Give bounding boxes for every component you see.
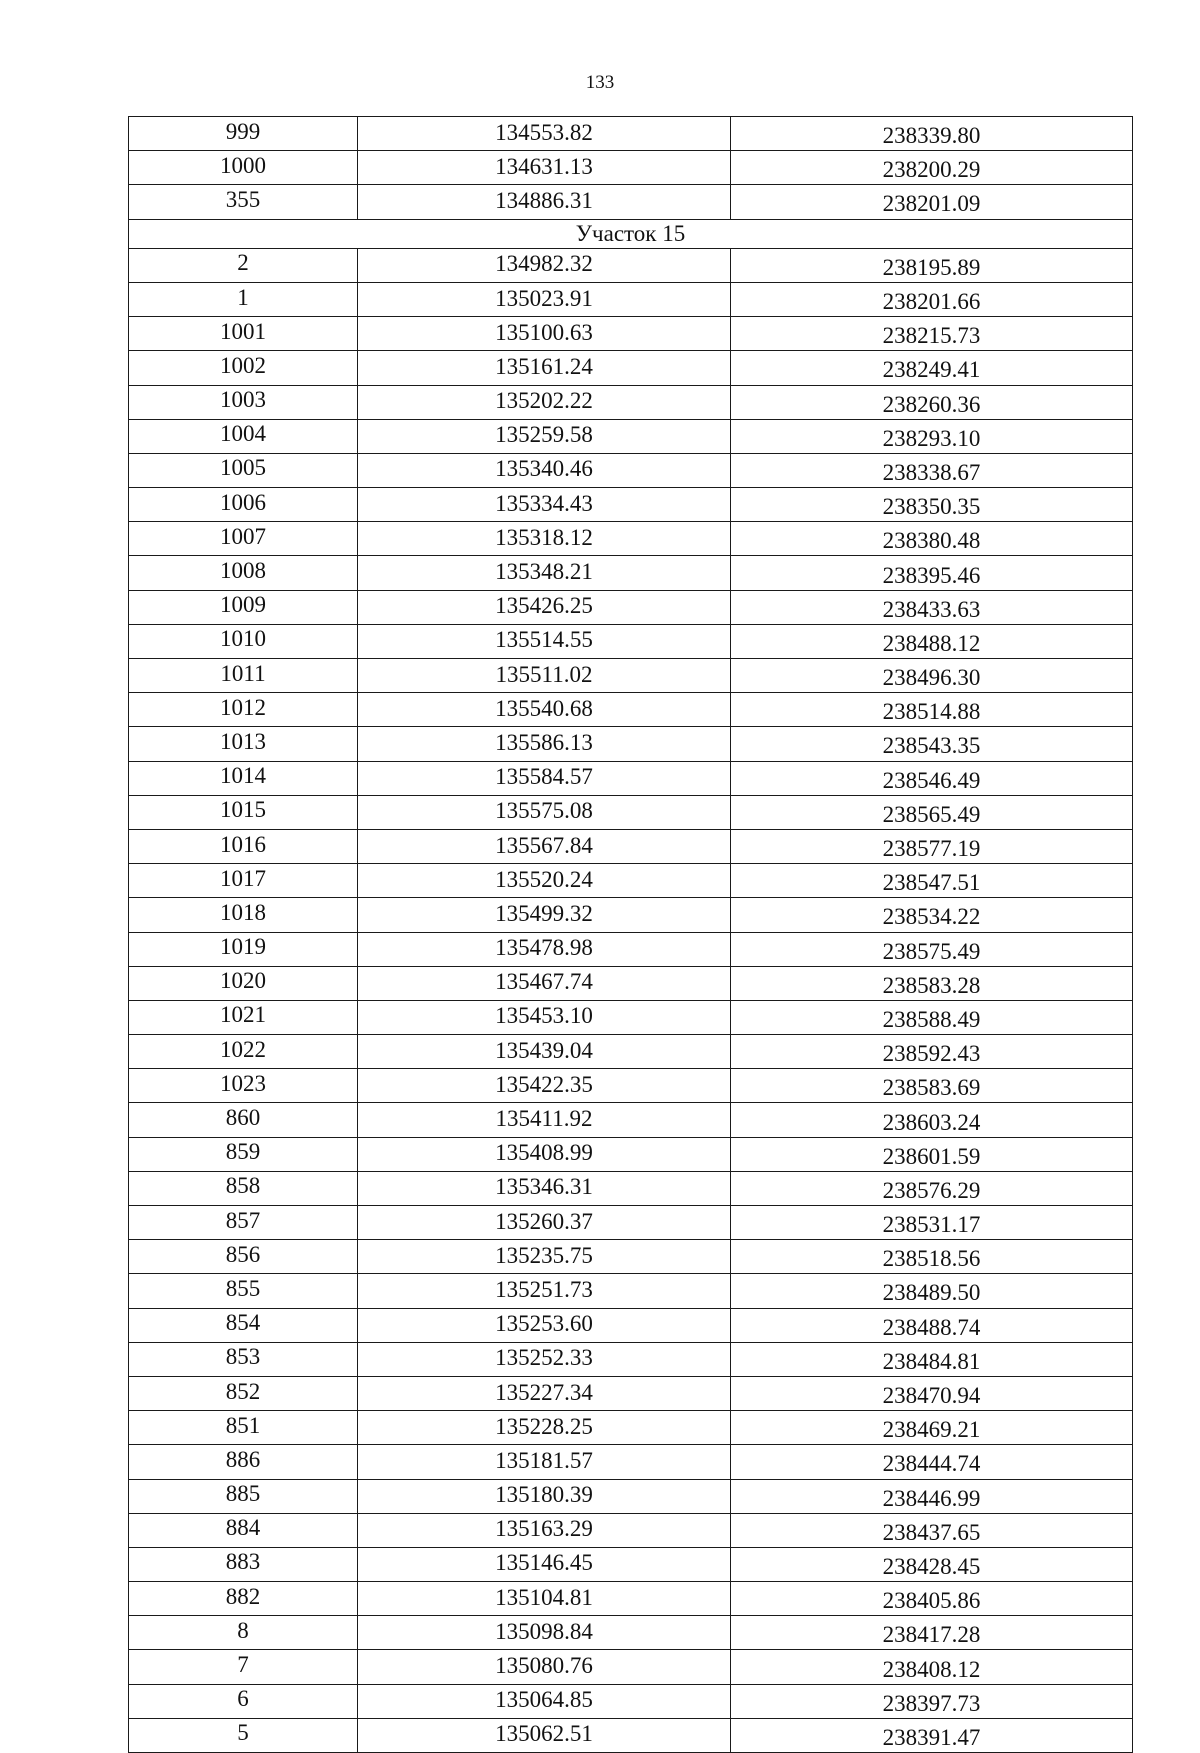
point-number-cell: 1023 [129,1069,358,1103]
y-coordinate-cell: 238496.30 [731,659,1133,693]
table-row [129,419,1133,453]
x-coordinate-cell: 135023.91 [358,282,731,316]
table-row [129,1616,1133,1650]
point-number-cell: 853 [129,1342,358,1376]
point-number-cell: 8 [129,1616,358,1650]
x-coordinate-cell: 135253.60 [358,1308,731,1342]
table-row [129,693,1133,727]
table-row [129,1411,1133,1445]
table-row [129,966,1133,1000]
point-number-cell: 886 [129,1445,358,1479]
x-coordinate-cell: 134982.32 [358,248,731,282]
point-number-cell: 1018 [129,898,358,932]
y-coordinate-cell: 238428.45 [731,1547,1133,1581]
point-number-cell: 882 [129,1582,358,1616]
point-number-cell: 1020 [129,966,358,1000]
coordinates-table-body [129,117,1133,1753]
x-coordinate-cell: 135318.12 [358,522,731,556]
table-row [129,1103,1133,1137]
y-coordinate-cell: 238592.43 [731,1035,1133,1069]
x-coordinate-cell: 135104.81 [358,1582,731,1616]
table-row [129,556,1133,590]
table-row [129,1582,1133,1616]
point-number-cell: 1015 [129,795,358,829]
point-number-cell: 1019 [129,932,358,966]
x-coordinate-cell: 135422.35 [358,1069,731,1103]
x-coordinate-cell: 135340.46 [358,453,731,487]
table-row [129,1171,1133,1205]
x-coordinate-cell: 135181.57 [358,1445,731,1479]
y-coordinate-cell: 238200.29 [731,151,1133,185]
x-coordinate-cell: 135334.43 [358,488,731,522]
y-coordinate-cell: 238339.80 [731,117,1133,151]
y-coordinate-cell: 238565.49 [731,795,1133,829]
x-coordinate-cell: 135439.04 [358,1035,731,1069]
table-row [129,385,1133,419]
x-coordinate-cell: 135520.24 [358,864,731,898]
section-header-row [129,219,1133,248]
table-row [129,898,1133,932]
x-coordinate-cell: 135064.85 [358,1684,731,1718]
y-coordinate-cell: 238437.65 [731,1513,1133,1547]
y-coordinate-cell: 238603.24 [731,1103,1133,1137]
table-row [129,1035,1133,1069]
point-number-cell: 1001 [129,317,358,351]
table-row [129,1479,1133,1513]
table-row [129,282,1133,316]
point-number-cell: 1011 [129,659,358,693]
table-row [129,117,1133,151]
y-coordinate-cell: 238201.66 [731,282,1133,316]
table-row [129,932,1133,966]
table-row [129,1000,1133,1034]
y-coordinate-cell: 238489.50 [731,1274,1133,1308]
point-number-cell: 1003 [129,385,358,419]
y-coordinate-cell: 238488.74 [731,1308,1133,1342]
table-row [129,1308,1133,1342]
point-number-cell: 857 [129,1206,358,1240]
x-coordinate-cell: 135146.45 [358,1547,731,1581]
x-coordinate-cell: 135586.13 [358,727,731,761]
y-coordinate-cell: 238575.49 [731,932,1133,966]
y-coordinate-cell: 238470.94 [731,1376,1133,1410]
x-coordinate-cell: 135163.29 [358,1513,731,1547]
y-coordinate-cell: 238484.81 [731,1342,1133,1376]
point-number-cell: 858 [129,1171,358,1205]
y-coordinate-cell: 238397.73 [731,1684,1133,1718]
x-coordinate-cell: 135453.10 [358,1000,731,1034]
x-coordinate-cell: 134553.82 [358,117,731,151]
table-row [129,727,1133,761]
x-coordinate-cell: 134631.13 [358,151,731,185]
x-coordinate-cell: 135098.84 [358,1616,731,1650]
table-row [129,864,1133,898]
x-coordinate-cell: 135202.22 [358,385,731,419]
point-number-cell: 1016 [129,829,358,863]
point-number-cell: 2 [129,248,358,282]
x-coordinate-cell: 135499.32 [358,898,731,932]
x-coordinate-cell: 135346.31 [358,1171,731,1205]
point-number-cell: 856 [129,1240,358,1274]
y-coordinate-cell: 238514.88 [731,693,1133,727]
y-coordinate-cell: 238543.35 [731,727,1133,761]
y-coordinate-cell: 238391.47 [731,1718,1133,1752]
x-coordinate-cell: 135411.92 [358,1103,731,1137]
x-coordinate-cell: 135259.58 [358,419,731,453]
point-number-cell: 999 [129,117,358,151]
point-number-cell: 851 [129,1411,358,1445]
point-number-cell: 1007 [129,522,358,556]
y-coordinate-cell: 238380.48 [731,522,1133,556]
table-row [129,185,1133,219]
x-coordinate-cell: 135478.98 [358,932,731,966]
y-coordinate-cell: 238546.49 [731,761,1133,795]
point-number-cell: 1010 [129,624,358,658]
point-number-cell: 855 [129,1274,358,1308]
page-number: 133 [585,72,615,93]
table-row [129,795,1133,829]
y-coordinate-cell: 238469.21 [731,1411,1133,1445]
section-title: Участок 15 [129,219,1133,248]
point-number-cell: 854 [129,1308,358,1342]
point-number-cell: 883 [129,1547,358,1581]
point-number-cell: 1012 [129,693,358,727]
y-coordinate-cell: 238583.28 [731,966,1133,1000]
table-row [129,1069,1133,1103]
y-coordinate-cell: 238488.12 [731,624,1133,658]
y-coordinate-cell: 238350.35 [731,488,1133,522]
point-number-cell: 1014 [129,761,358,795]
x-coordinate-cell: 135100.63 [358,317,731,351]
table-row [129,1513,1133,1547]
table-row [129,317,1133,351]
point-number-cell: 885 [129,1479,358,1513]
table-row [129,1376,1133,1410]
x-coordinate-cell: 135584.57 [358,761,731,795]
point-number-cell: 884 [129,1513,358,1547]
table-row [129,522,1133,556]
y-coordinate-cell: 238395.46 [731,556,1133,590]
y-coordinate-cell: 238201.09 [731,185,1133,219]
table-row [129,1684,1133,1718]
table-row [129,1274,1133,1308]
table-row [129,1718,1133,1752]
point-number-cell: 1 [129,282,358,316]
x-coordinate-cell: 135252.33 [358,1342,731,1376]
table-row [129,1650,1133,1684]
table-row [129,248,1133,282]
x-coordinate-cell: 134886.31 [358,185,731,219]
x-coordinate-cell: 135511.02 [358,659,731,693]
x-coordinate-cell: 135540.68 [358,693,731,727]
point-number-cell: 1021 [129,1000,358,1034]
table-row [129,1240,1133,1274]
table-row [129,829,1133,863]
x-coordinate-cell: 135228.25 [358,1411,731,1445]
table-row [129,761,1133,795]
table-row [129,453,1133,487]
y-coordinate-cell: 238405.86 [731,1582,1133,1616]
y-coordinate-cell: 238446.99 [731,1479,1133,1513]
y-coordinate-cell: 238260.36 [731,385,1133,419]
y-coordinate-cell: 238531.17 [731,1206,1133,1240]
x-coordinate-cell: 135251.73 [358,1274,731,1308]
y-coordinate-cell: 238547.51 [731,864,1133,898]
y-coordinate-cell: 238576.29 [731,1171,1133,1205]
y-coordinate-cell: 238215.73 [731,317,1133,351]
table-row [129,1547,1133,1581]
y-coordinate-cell: 238577.19 [731,829,1133,863]
y-coordinate-cell: 238583.69 [731,1069,1133,1103]
point-number-cell: 1005 [129,453,358,487]
table-row [129,151,1133,185]
point-number-cell: 1006 [129,488,358,522]
table-row [129,624,1133,658]
point-number-cell: 860 [129,1103,358,1137]
coordinates-table [128,116,1133,1753]
y-coordinate-cell: 238534.22 [731,898,1133,932]
x-coordinate-cell: 135080.76 [358,1650,731,1684]
point-number-cell: 1004 [129,419,358,453]
x-coordinate-cell: 135567.84 [358,829,731,863]
x-coordinate-cell: 135514.55 [358,624,731,658]
point-number-cell: 1017 [129,864,358,898]
x-coordinate-cell: 135227.34 [358,1376,731,1410]
x-coordinate-cell: 135161.24 [358,351,731,385]
table-row [129,351,1133,385]
y-coordinate-cell: 238417.28 [731,1616,1133,1650]
table-row [129,488,1133,522]
table-row [129,1342,1133,1376]
point-number-cell: 6 [129,1684,358,1718]
y-coordinate-cell: 238195.89 [731,248,1133,282]
y-coordinate-cell: 238293.10 [731,419,1133,453]
x-coordinate-cell: 135467.74 [358,966,731,1000]
y-coordinate-cell: 238408.12 [731,1650,1133,1684]
x-coordinate-cell: 135575.08 [358,795,731,829]
point-number-cell: 1000 [129,151,358,185]
point-number-cell: 859 [129,1137,358,1171]
point-number-cell: 1009 [129,590,358,624]
y-coordinate-cell: 238444.74 [731,1445,1133,1479]
table-row [129,590,1133,624]
point-number-cell: 355 [129,185,358,219]
x-coordinate-cell: 135426.25 [358,590,731,624]
point-number-cell: 7 [129,1650,358,1684]
y-coordinate-cell: 238601.59 [731,1137,1133,1171]
table-row [129,1445,1133,1479]
x-coordinate-cell: 135180.39 [358,1479,731,1513]
table-row [129,1137,1133,1171]
point-number-cell: 1022 [129,1035,358,1069]
x-coordinate-cell: 135235.75 [358,1240,731,1274]
y-coordinate-cell: 238518.56 [731,1240,1133,1274]
point-number-cell: 852 [129,1376,358,1410]
y-coordinate-cell: 238588.49 [731,1000,1133,1034]
table-row [129,659,1133,693]
y-coordinate-cell: 238338.67 [731,453,1133,487]
point-number-cell: 1008 [129,556,358,590]
x-coordinate-cell: 135348.21 [358,556,731,590]
point-number-cell: 1002 [129,351,358,385]
table-row [129,1206,1133,1240]
x-coordinate-cell: 135408.99 [358,1137,731,1171]
point-number-cell: 5 [129,1718,358,1752]
x-coordinate-cell: 135062.51 [358,1718,731,1752]
y-coordinate-cell: 238433.63 [731,590,1133,624]
x-coordinate-cell: 135260.37 [358,1206,731,1240]
point-number-cell: 1013 [129,727,358,761]
y-coordinate-cell: 238249.41 [731,351,1133,385]
